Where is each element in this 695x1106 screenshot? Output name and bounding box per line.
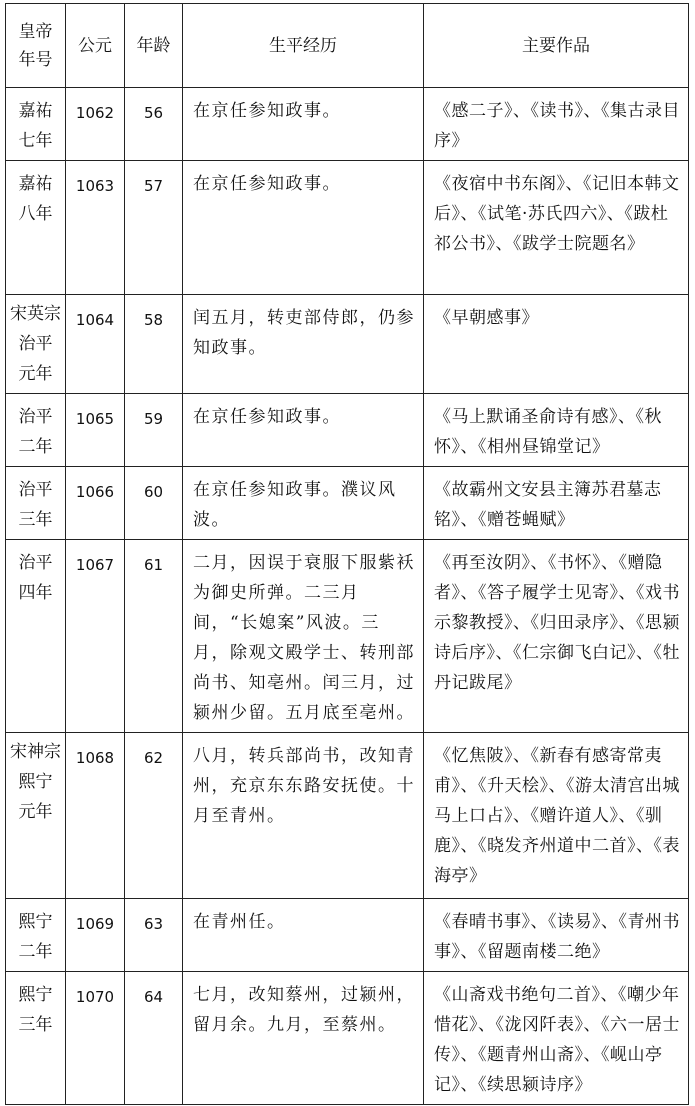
cell-works: 《早朝感事》 [424,295,689,394]
table-row [6,733,689,899]
cell-age: 60 [125,467,183,540]
cell-experience: 二月，因误于衰服下服紫袄为御史所弹。二三月间，“长媳案”风波。三月，除观文殿学士、转刑部尚书、知亳州。闰三月，过颍州少留。五月底至亳州。 [183,540,424,733]
cell-experience: 在京任参知政事。濮议风波。 [183,467,424,540]
header-emperor: 皇帝 年号 [6,4,66,88]
cell-age: 62 [125,733,183,899]
cell-emperor: 治平 二年 [6,394,66,467]
table-row [6,295,689,394]
table-row [6,161,689,295]
cell-year: 1068 [66,733,125,899]
cell-works: 《故霸州文安县主簿苏君墓志铭》、《赠苍蝇赋》 [424,467,689,540]
cell-age: 57 [125,161,183,295]
table-row [6,540,689,733]
cell-age: 61 [125,540,183,733]
table-row [6,88,689,161]
table-row [6,972,689,1105]
header-age: 年龄 [125,4,183,88]
cell-emperor: 治平 四年 [6,540,66,733]
header-experience: 生平经历 [183,4,424,88]
table-row [6,467,689,540]
cell-experience: 在京任参知政事。 [183,161,424,295]
cell-year: 1069 [66,899,125,972]
cell-emperor: 嘉祐 七年 [6,88,66,161]
cell-works: 《夜宿中书东阁》、《记旧本韩文后》、《试笔·苏氏四六》、《跋杜祁公书》、《跋学士院题名》 [424,161,689,295]
cell-works: 《山斋戏书绝句二首》、《嘲少年惜花》、《泷冈阡表》、《六一居士传》、《题青州山斋》、《岘山亭记》、《续思颍诗序》 [424,972,689,1105]
table-row [6,899,689,972]
cell-works: 《马上默诵圣俞诗有感》、《秋怀》、《相州昼锦堂记》 [424,394,689,467]
cell-year: 1066 [66,467,125,540]
cell-experience: 在青州任。 [183,899,424,972]
cell-age: 64 [125,972,183,1105]
cell-works: 《忆焦陂》、《新春有感寄常夷甫》、《升天桧》、《游太清宫出城马上口占》、《赠许道人》、《驯鹿》、《晓发齐州道中二首》、《表海亭》 [424,733,689,899]
cell-works: 《再至汝阴》、《书怀》、《赠隐者》、《答子履学士见寄》、《戏书示黎教授》、《归田录序》、《思颍诗后序》、《仁宗御飞白记》、《牡丹记跋尾》 [424,540,689,733]
cell-experience: 七月，改知蔡州，过颍州，留月余。九月，至蔡州。 [183,972,424,1105]
cell-year: 1062 [66,88,125,161]
cell-experience: 在京任参知政事。 [183,394,424,467]
cell-emperor: 熙宁 二年 [6,899,66,972]
header-year: 公元 [66,4,125,88]
cell-age: 59 [125,394,183,467]
cell-year: 1070 [66,972,125,1105]
table-header-row [6,4,689,88]
cell-age: 63 [125,899,183,972]
cell-year: 1067 [66,540,125,733]
cell-emperor: 宋神宗 熙宁 元年 [6,733,66,899]
cell-emperor: 嘉祐 八年 [6,161,66,295]
cell-emperor: 治平 三年 [6,467,66,540]
header-works: 主要作品 [424,4,689,88]
cell-emperor: 熙宁 三年 [6,972,66,1105]
cell-emperor: 宋英宗 治平 元年 [6,295,66,394]
chronology-table [5,3,689,1105]
cell-works: 《感二子》、《读书》、《集古录目序》 [424,88,689,161]
table-row [6,394,689,467]
cell-year: 1065 [66,394,125,467]
cell-experience: 闰五月，转吏部侍郎，仍参知政事。 [183,295,424,394]
cell-experience: 八月，转兵部尚书，改知青州，充京东东路安抚使。十月至青州。 [183,733,424,899]
cell-year: 1064 [66,295,125,394]
cell-age: 56 [125,88,183,161]
cell-year: 1063 [66,161,125,295]
cell-works: 《春晴书事》、《读易》、《青州书事》、《留题南楼二绝》 [424,899,689,972]
cell-age: 58 [125,295,183,394]
cell-experience: 在京任参知政事。 [183,88,424,161]
